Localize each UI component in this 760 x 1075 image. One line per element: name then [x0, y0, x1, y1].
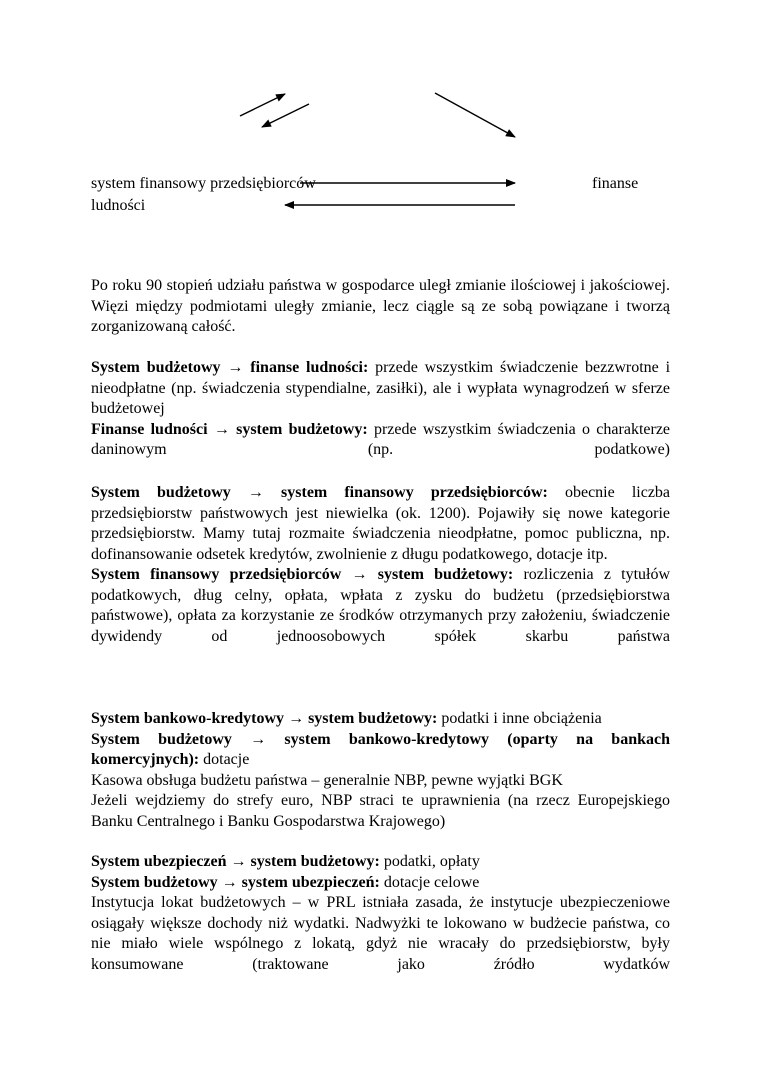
section-budget-population: System budżetowy → finanse ludności: przede wszystkim świadczenie bezzwrotne i nieodpłatne (np. świadczenia stypendialne, zasiłki), ale i wypłata wynagrodzeń w sferze budżetowej Finanse ludności → system budżetowy: przede wszystkim świadczenia o charakterze daninowym (np. podatkowe) [91, 359, 671, 458]
arrow-icon: → [221, 873, 238, 891]
section-bank-budget: System bankowo-kredytowy → system budżetowy: podatki i inne obciążenia System budżetowy → system bankowo-kredytowy (oparty na bankach komercyjnych): dotacje Kasowa obsługa budżetu państwa – generalnie NBP, pewne wyjątki BGK Jeżeli wejdziemy do strefy euro, NBP straci te uprawnienia (na rzecz Europejskiego Banku Centralnego i Banku Gospodarstwa Krajowego) [91, 709, 670, 832]
intro-paragraph: Po roku 90 stopień udziału państwa w gospodarce uległ zmianie ilościowej i jakościowej. Więzi między podmiotami uległy zmianie, lecz ciągle są ze sobą powiązane i tworzą zorganizowaną całość. [91, 277, 670, 335]
heading-enterprises-to-budget: System finansowy przedsiębiorców → system budżetowy: [91, 566, 514, 583]
diagram-label-finanse: finanse [592, 175, 639, 192]
diagram-label-enterprises: system finansowy przedsiębiorców [91, 175, 316, 192]
heading-budget-to-insurance: System budżetowy → system ubezpieczeń: [91, 873, 380, 891]
diagram-arrow-down-left [262, 104, 309, 127]
arrow-icon: → [227, 359, 244, 376]
heading-budget-to-enterprises: System budżetowy → system finansowy przedsiębiorców: [91, 484, 548, 501]
arrow-icon: → [230, 853, 247, 870]
arrow-icon: → [288, 710, 305, 727]
heading-insurance-to-budget: System ubezpieczeń → system budżetowy: [91, 853, 380, 870]
arrow-icon: → [247, 484, 264, 501]
section-insurance-budget: System ubezpieczeń → system budżetowy: podatki, opłaty System budżetowy → system ubezpieczeń: dotacje celowe Instytucja lokat budżetowych – w PRL istniała zasada, że instytucje ubezpieczeniowe osiągały większe dochody niż wydatki. Nadwyżki te lokowano w budżecie państwa, co nie miało wiele wspólnego z lokatą, gdyż nie wracały do przedsiębiorstw, były konsumowane (traktowane jako źródło wydatków [91, 852, 670, 975]
heading-budget-to-bank: System budżetowy → system bankowo-kredytowy (oparty na bankach komercyjnych): [91, 730, 671, 768]
arrow-icon: → [250, 730, 267, 748]
arrow-icon: → [351, 566, 368, 583]
diagram-label-ludnosci: ludności [91, 197, 146, 214]
section-budget-enterprises: System budżetowy → system finansowy przedsiębiorców: obecnie liczba przedsiębiorstw państwowych jest niewielka (ok. 1200). Pojawiły się nowe kategorie przedsiębiorstw. Mamy tutaj rozmaite świadczenia nieodpłatne, pomoc publiczna, np. dofinansowanie odsetek kredytów, zwolnienie z długu podatkowego, dotacje itp. System finansowy przedsiębiorców → system budżetowy: rozliczenia z tytułów podatkowych, dług celny, opłata, wpłata z zysku do budżetu (przedsiębiorstwa państwowe), opłata za korzystanie ze środków otrzymanych przy założeniu, świadczenie dywidendy od jednoosobowych spółek skarbu państwa [91, 484, 671, 645]
heading-population-to-budget: Finanse ludności → system budżetowy: [91, 420, 368, 438]
strefa-euro-text: Jeżeli wejdziemy do strefy euro, NBP straci te uprawnienia (na rzecz Europejskiego Banku Centralnego i Banku Gospodarstwa Krajowego) [91, 792, 670, 830]
kasowa-obsluga-text: Kasowa obsługa budżetu państwa – generalnie NBP, pewne wyjątki BGK [91, 771, 563, 789]
heading-bank-to-budget: System bankowo-kredytowy → system budżetowy: [91, 710, 438, 727]
arrow-icon: → [213, 420, 230, 438]
heading-budget-to-population: System budżetowy → finanse ludności: [91, 359, 369, 376]
lokaty-budzetowe-text: Instytucja lokat budżetowych – w PRL istniała zasada, że instytucje ubezpieczeniowe osiągały większe dochody niż wydatki. Nadwyżki te lokowano w budżecie państwa, co nie miało wiele wspólnego z lokatą, gdyż nie wracały do przedsiębiorstw, były konsumowane (traktowane jako źródło wydatków [91, 894, 670, 973]
diagram-arrow-up-right [240, 94, 285, 116]
diagram-arrow-down-right [435, 93, 515, 137]
